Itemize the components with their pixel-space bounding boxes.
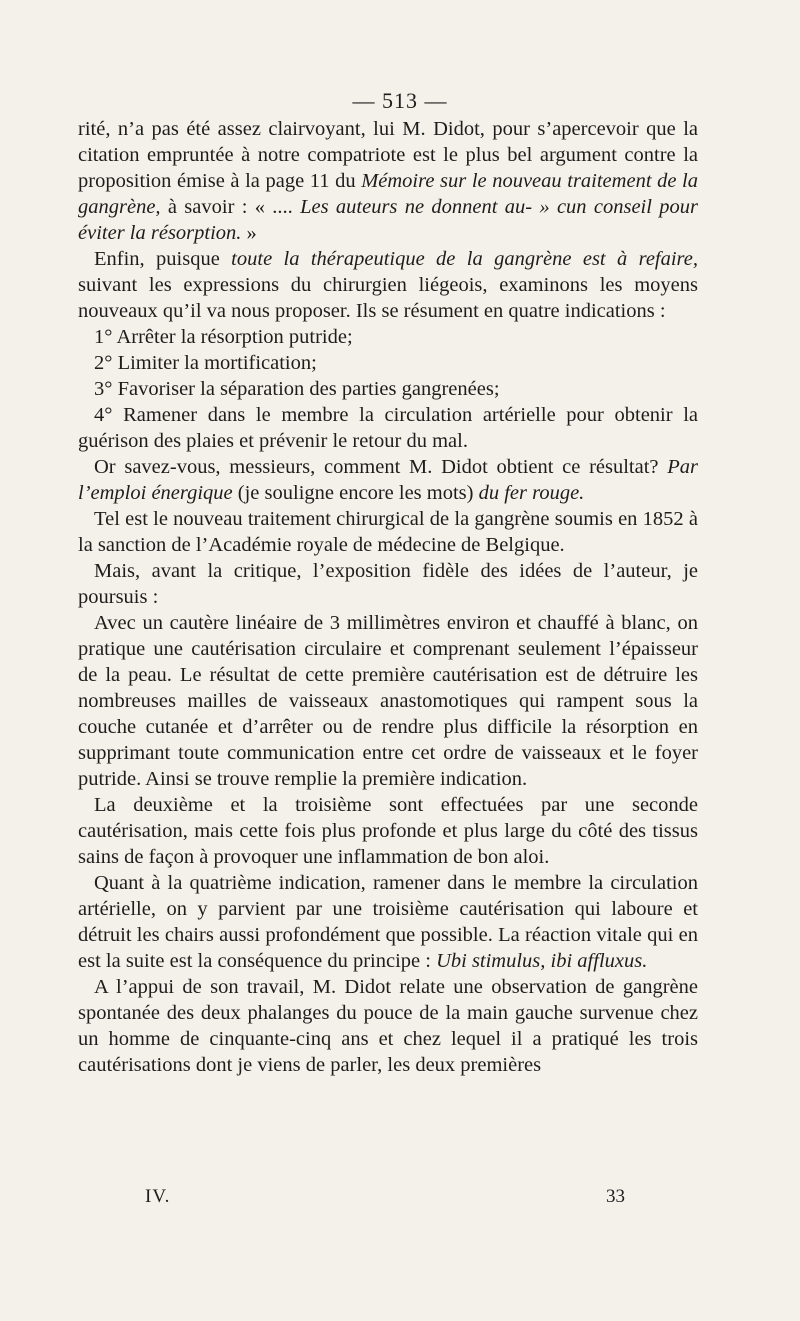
italic-text: Les auteurs ne donnent au- » cun conseil pour éviter la résorption. (78, 196, 698, 244)
paragraph (78, 870, 698, 974)
text-run: A l’appui de son travail, M. Didot relate une observation de gangrène spontanée des deux phalanges du pouce de la main gauche survenue chez un homme de cinquante-cinq ans et chez lequel il a pratiqué les trois cautérisations dont je viens de parler, les deux premières (78, 976, 698, 1076)
paragraph (78, 454, 698, 506)
page-footer (145, 1186, 625, 1208)
text-run: 1° Arrêter la résorption putride; (94, 326, 353, 348)
text-run: (je souligne encore les mots) (232, 482, 479, 504)
page-number: — 513 — (352, 88, 448, 113)
text-run: à savoir : « .... (160, 196, 301, 218)
text-run: 3° Favoriser la séparation des parties gangrenées; (94, 378, 500, 400)
text-run: Avec un cautère linéaire de 3 millimètres environ et chauffé à blanc, on pratique une cautérisation circulaire et comprenant seulement l’épaisseur de la peau. Le résultat de cette première cautérisation est de détruire les nombreuses mailles de vaisseaux anastomotiques qui rampent sous la couche cutanée et d’arrêter ou de rendre plus difficile la résorption en supprimant toute communication entre cet ordre de vaisseaux et le foyer putride. Ainsi se trouve remplie la première indication. (78, 612, 698, 790)
text-run: La deuxième et la troisième sont effectuées par une seconde cautérisation, mais cette fois plus profonde et plus large du côté des tissus sains de façon à provoquer une inflammation de bon aloi. (78, 794, 698, 868)
text-run: Quant à la quatrième indication, ramener dans le membre la circulation artérielle, on y parvient par une troisième cautérisation qui laboure et détruit les chairs aussi profondément que possible. La réaction vitale qui en est la suite est la conséquence du principe : (78, 872, 698, 972)
text-run: Tel est le nouveau traitement chirurgical de la gangrène soumis en 1852 à la sanction de l’Académie royale de médecine de Belgique. (78, 508, 698, 556)
paragraph (78, 246, 698, 324)
body-text (78, 116, 698, 1078)
paragraph (78, 558, 698, 610)
paragraph (78, 610, 698, 792)
italic-text: Par l’emploi énergique (78, 456, 698, 504)
signature-mark: IV. (145, 1186, 171, 1207)
text-run: Enfin, puisque (94, 248, 232, 270)
paragraph (78, 116, 698, 246)
italic-text: Mémoire sur le nouveau traitement de la gangrène, (78, 170, 698, 218)
paragraph (78, 974, 698, 1078)
text-run: Or savez-vous, messieurs, comment M. Didot obtient ce résultat? (94, 456, 668, 478)
text-run: » (241, 222, 257, 244)
sheet-number: 33 (606, 1186, 625, 1207)
paragraph (78, 792, 698, 870)
list-item (78, 324, 698, 350)
text-run: rité, n’a pas été assez clairvoyant, lui M. Didot, pour s’apercevoir que la citation empruntée à notre compatriote est le plus bel argument contre la proposition émise à la page 11 du (78, 118, 698, 192)
text-run: 2° Limiter la mortification; (94, 352, 317, 374)
list-item (78, 402, 698, 454)
italic-text: toute la thérapeutique de la gangrène est à refaire, (231, 248, 698, 270)
text-run: suivant les expressions du chirurgien liégeois, examinons les moyens nouveaux qu’il va nous proposer. Ils se résument en quatre indications : (78, 274, 698, 322)
paragraph (78, 506, 698, 558)
list-item (78, 376, 698, 402)
italic-text: du fer rouge. (478, 482, 585, 504)
italic-text: Ubi stimulus, ibi affluxus. (436, 950, 648, 972)
text-run: Mais, avant la critique, l’exposition fidèle des idées de l’auteur, je poursuis : (78, 560, 698, 608)
text-run: 4° Ramener dans le membre la circulation artérielle pour obtenir la guérison des plaies et prévenir le retour du mal. (78, 404, 698, 452)
list-item (78, 350, 698, 376)
